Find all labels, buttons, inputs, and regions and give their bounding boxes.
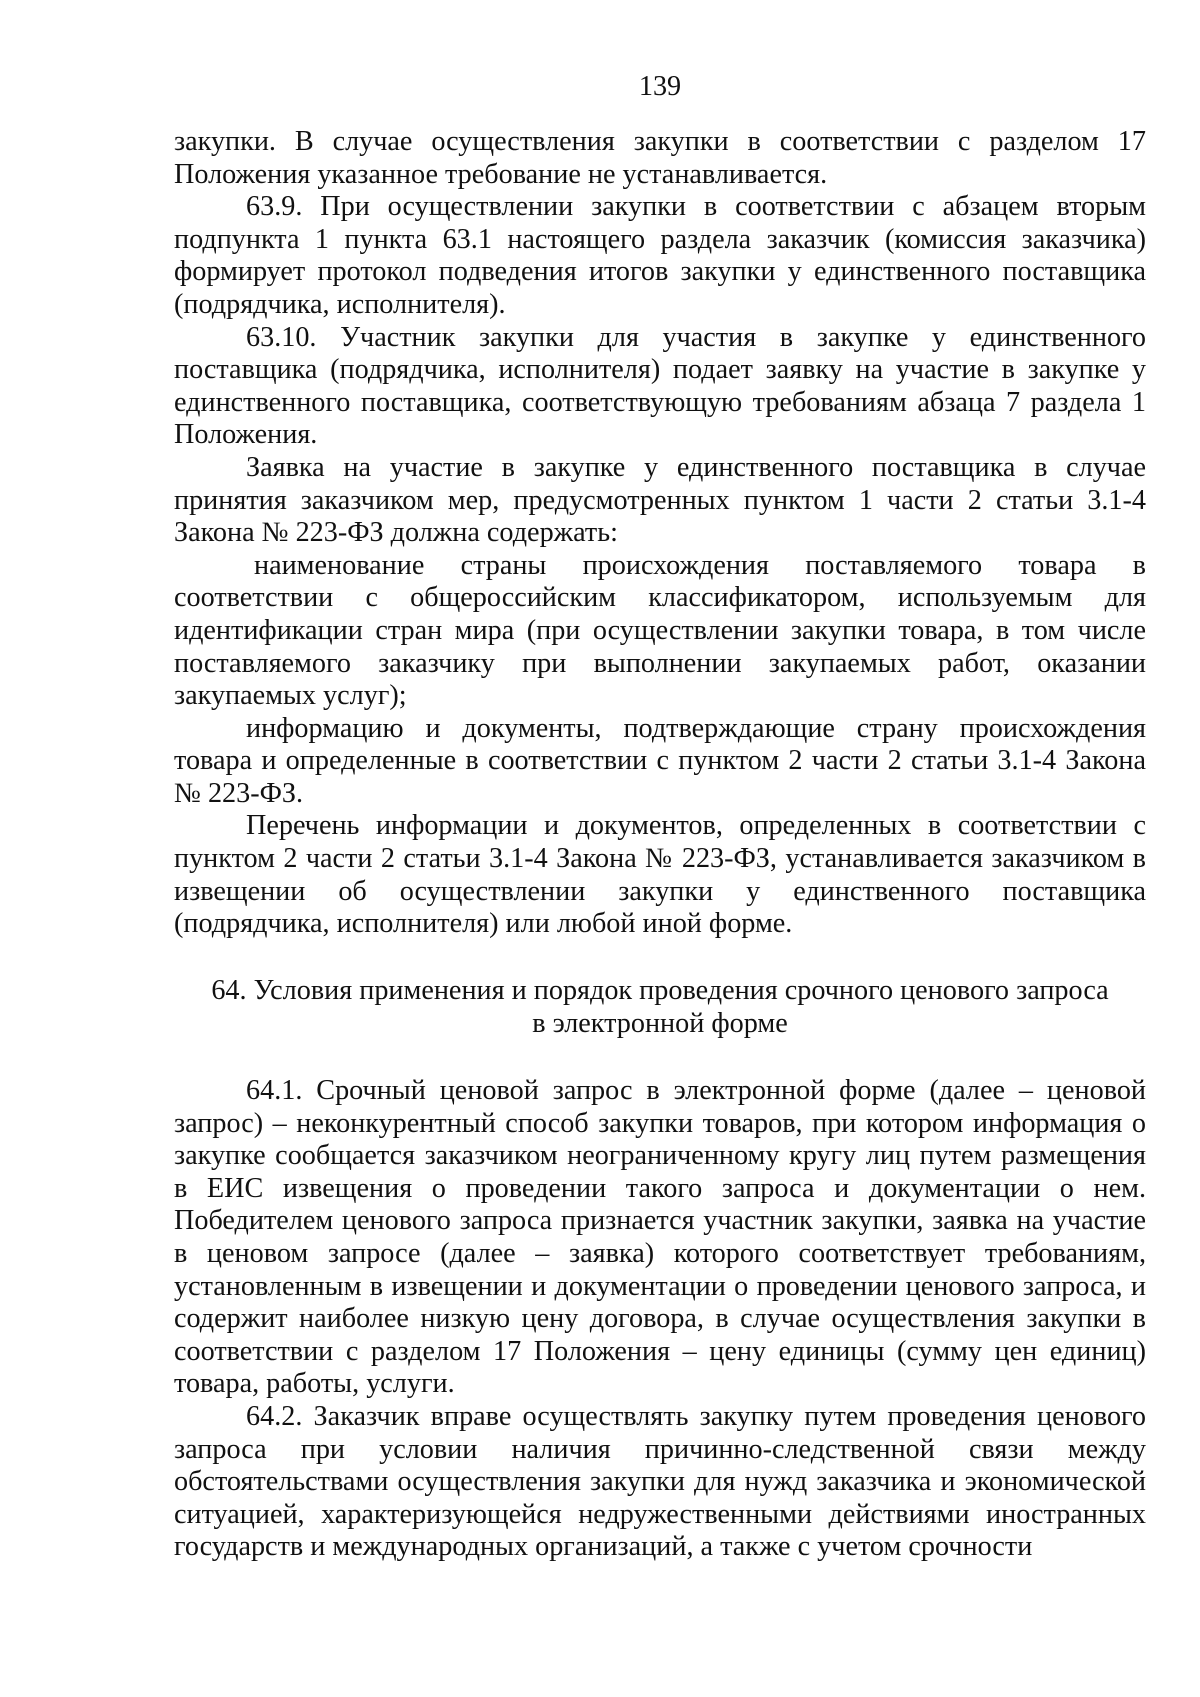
paragraph-63-10: 63.10. Участник закупки для участия в закупке у единственного поставщика (подрядчика, исполнителя) подает заявку на участие в закупке у единственного поставщика, соответствующую требованиям абзаца 7 раздела 1 Положения. — [174, 321, 1146, 451]
section-heading-line2: в электронной форме — [532, 1007, 788, 1039]
section-heading-64 — [174, 975, 1146, 1040]
page-number: 139 — [638, 71, 682, 102]
paragraph-64-1: 64.1. Срочный ценовой запрос в электронной форме (далее – ценовой запрос) – неконкурентный способ закупки товаров, при котором информация о закупке сообщается заказчиком неограниченному кругу лиц путем размещения в ЕИС извещения о проведении такого запроса и документации о нем. Победителем ценового запроса признается участник закупки, заявка на участие в ценовом запросе (далее – заявка) которого соответствует требованиям, установленным в извещении и документации о проведении ценового запроса, и содержит наиболее низкую цену договора, в случае осуществления закупки в соответствии с разделом 17 Положения – цену единицы (сумму цен единиц) товара, работы, услуги. — [174, 1075, 1146, 1400]
document-body-upper — [174, 126, 1146, 941]
paragraph-continuation: закупки. В случае осуществления закупки в соответствии с разделом 17 Положения указанное требование не устанавливается. — [174, 126, 1146, 190]
document-page — [174, 0, 1146, 1697]
paragraph-application-requirements: Заявка на участие в закупке у единственного поставщика в случае принятия заказчиком мер, предусмотренных пунктом 1 части 2 статьи 3.1-4 Закона № 223-ФЗ должна содержать: — [174, 451, 1146, 549]
section-heading-line1: 64. Условия применения и порядок проведения срочного ценового запроса — [211, 975, 1109, 1006]
paragraph-documents: информацию и документы, подтверждающие страну происхождения товара и определенные в соответствии с пунктом 2 части 2 статьи 3.1-4 Закона № 223-ФЗ. — [174, 712, 1146, 809]
paragraph-documents-list: Перечень информации и документов, определенных в соответствии с пунктом 2 части 2 статьи 3.1-4 Закона № 223-ФЗ, устанавливается заказчиком в извещении об осуществлении закупки у единственного поставщика (подрядчика, исполнителя) или любой иной форме. — [174, 810, 1146, 940]
paragraph-64-2: 64.2. Заказчик вправе осуществлять закупку путем проведения ценового запроса при условии наличия причинно-следственной связи между обстоятельствами осуществления закупки для нужд заказчика и экономической ситуацией, характеризующейся недружественными действиями иностранных государств и международных организаций, а также с учетом срочности — [174, 1400, 1146, 1563]
document-body-lower — [174, 1075, 1146, 1564]
paragraph-country-of-origin: наименование страны происхождения поставляемого товара в соответствии с общероссийским классификатором, используемым для идентификации стран мира (при осуществлении закупки товара, в том числе поставляемого заказчику при выполнении закупаемых работ, оказании закупаемых услуг); — [174, 549, 1146, 712]
paragraph-63-9: 63.9. При осуществлении закупки в соответствии с абзацем вторым подпункта 1 пункта 63.1 настоящего раздела заказчик (комиссия заказчика) формирует протокол подведения итогов закупки у единственного поставщика (подрядчика, исполнителя). — [174, 191, 1146, 320]
